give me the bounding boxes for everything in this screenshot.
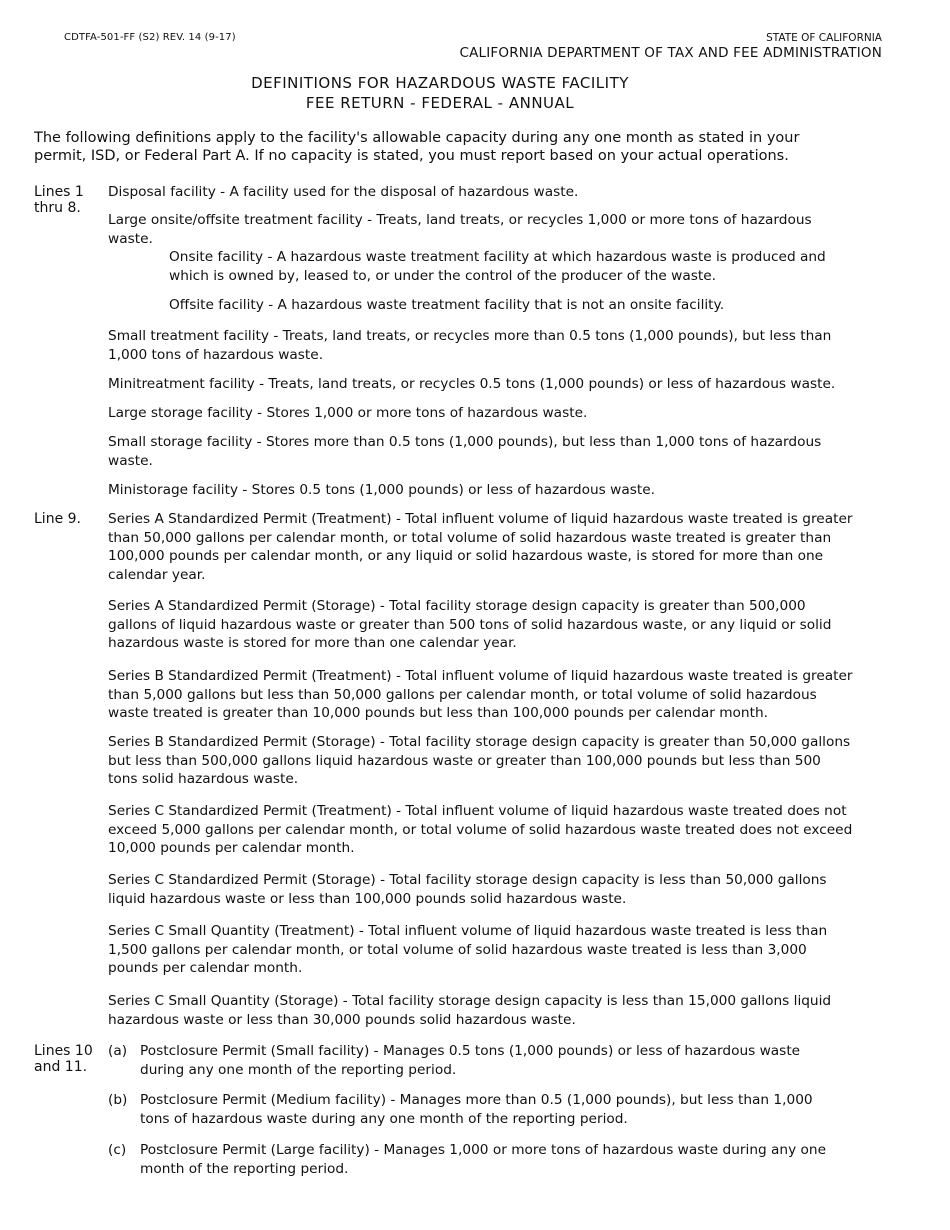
definition-series-b-storage: Series B Standardized Permit (Storage) - Total facility storage design capacity is greater than 50,000 gallons but less than 500,000 gallons liquid hazardous waste or greater than 100,000 pounds but less than 500 tons solid hazardous waste. <box>108 734 851 788</box>
definition-series-a-storage: Series A Standardized Permit (Storage) - Total facility storage design capacity is greater than 500,000 gallons of liquid hazardous waste or greater than 500 tons of solid hazardous waste, or any liquid or solid hazardous waste is stored for more than one calendar year. <box>108 598 832 652</box>
definition-series-c-small-quantity-treatment: Series C Small Quantity (Treatment) - Total influent volume of liquid hazardous waste treated is less than 1,500 gallons per calendar month, or total volume of solid hazardous waste treated is less than 3,000 pounds per calendar month. <box>108 923 828 977</box>
definition-ministorage-facility: Ministorage facility - Stores 0.5 tons (1,000 pounds) or less of hazardous waste. <box>108 482 655 498</box>
item-marker: (a) <box>108 1043 128 1059</box>
definition-large-treatment-facility: Large onsite/offsite treatment facility - Treats, land treats, or recycles 1,000 or more tons of hazardous waste. <box>108 212 812 247</box>
definition-series-a-treatment: Series A Standardized Permit (Treatment) - Total influent volume of liquid hazardous waste treated is greater than 50,000 gallons per calendar month, or total volume of solid hazardous waste treated is greater than 100,000 pounds per calendar month, or any liquid or solid hazardous waste, is stored for more than one calendar year. <box>108 511 853 583</box>
section-label-line: Lines 10 <box>34 1043 93 1059</box>
section-label-line: thru 8. <box>34 200 81 216</box>
section-label-line: Lines 1 <box>34 184 84 200</box>
postclosure-large-facility: Postclosure Permit (Large facility) - Manages 1,000 or more tons of hazardous waste during any one month of the reporting period. <box>140 1142 827 1177</box>
definition-series-c-small-quantity-storage: Series C Small Quantity (Storage) - Total facility storage design capacity is less than 15,000 gallons liquid hazardous waste or less than 30,000 pounds solid hazardous waste. <box>108 993 832 1028</box>
intro-paragraph: The following definitions apply to the facility's allowable capacity during any one month as stated in your permit, ISD, or Federal Part A. If no capacity is stated, you must report based on your actual operations. <box>34 130 800 164</box>
definition-onsite-facility: Onsite facility - A hazardous waste treatment facility at which hazardous waste is produced and which is owned by, leased to, or under the control of the producer of the waste. <box>169 249 826 284</box>
postclosure-item <box>108 1091 828 1128</box>
definition-series-c-treatment: Series C Standardized Permit (Treatment) - Total influent volume of liquid hazardous waste treated does not exceed 5,000 gallons per calendar month, or total volume of solid hazardous waste treated does not exceed 10,000 pounds per calendar month. <box>108 803 853 857</box>
page-title-line2: FEE RETURN - FEDERAL - ANNUAL <box>305 94 575 112</box>
definition-series-c-storage: Series C Standardized Permit (Storage) - Total facility storage design capacity is less than 50,000 gallons liquid hazardous waste or less than 100,000 pounds solid hazardous waste. <box>108 872 827 907</box>
definition-large-storage-facility: Large storage facility - Stores 1,000 or more tons of hazardous waste. <box>108 405 588 421</box>
page-title-line1: DEFINITIONS FOR HAZARDOUS WASTE FACILITY <box>251 74 629 92</box>
item-marker: (c) <box>108 1142 127 1158</box>
definition-disposal-facility: Disposal facility - A facility used for the disposal of hazardous waste. <box>108 184 579 200</box>
item-marker: (b) <box>108 1092 128 1108</box>
definition-offsite-facility: Offsite facility - A hazardous waste treatment facility that is not an onsite facility. <box>169 297 725 313</box>
postclosure-medium-facility: Postclosure Permit (Medium facility) - Manages more than 0.5 (1,000 pounds), but less than 1,000 tons of hazardous waste during any one month of the reporting period. <box>140 1092 813 1127</box>
definition-small-storage-facility: Small storage facility - Stores more than 0.5 tons (1,000 pounds), but less than 1,000 tons of hazardous waste. <box>108 434 822 469</box>
definition-minitreatment-facility: Minitreatment facility - Treats, land treats, or recycles 0.5 tons (1,000 pounds) or less of hazardous waste. <box>108 376 836 392</box>
state-name: STATE OF CALIFORNIA <box>766 32 882 44</box>
form-id: CDTFA-501-FF (S2) REV. 14 (9-17) <box>64 32 236 43</box>
postclosure-small-facility: Postclosure Permit (Small facility) - Manages 0.5 tons (1,000 pounds) or less of hazardous waste during any one month of the reporting period. <box>140 1043 801 1078</box>
definition-small-treatment-facility: Small treatment facility - Treats, land treats, or recycles more than 0.5 tons (1,000 pounds), but less than 1,000 tons of hazardous waste. <box>108 328 832 363</box>
definition-series-b-treatment: Series B Standardized Permit (Treatment) - Total influent volume of liquid hazardous waste treated is greater than 5,000 gallons but less than 50,000 gallons per calendar month, or total volume of solid hazardous waste treated is greater than 10,000 pounds but less than 100,000 pounds per calendar month. <box>108 668 853 722</box>
section-label-lines-10-11 <box>34 1043 93 1075</box>
department-name: CALIFORNIA DEPARTMENT OF TAX AND FEE ADMINISTRATION <box>459 45 882 61</box>
postclosure-item <box>108 1042 828 1079</box>
section-label-lines-1-8 <box>34 184 84 216</box>
section-label-line-9: Line 9. <box>34 511 81 527</box>
postclosure-item <box>108 1141 828 1178</box>
section-label-line: and 11. <box>34 1059 88 1075</box>
